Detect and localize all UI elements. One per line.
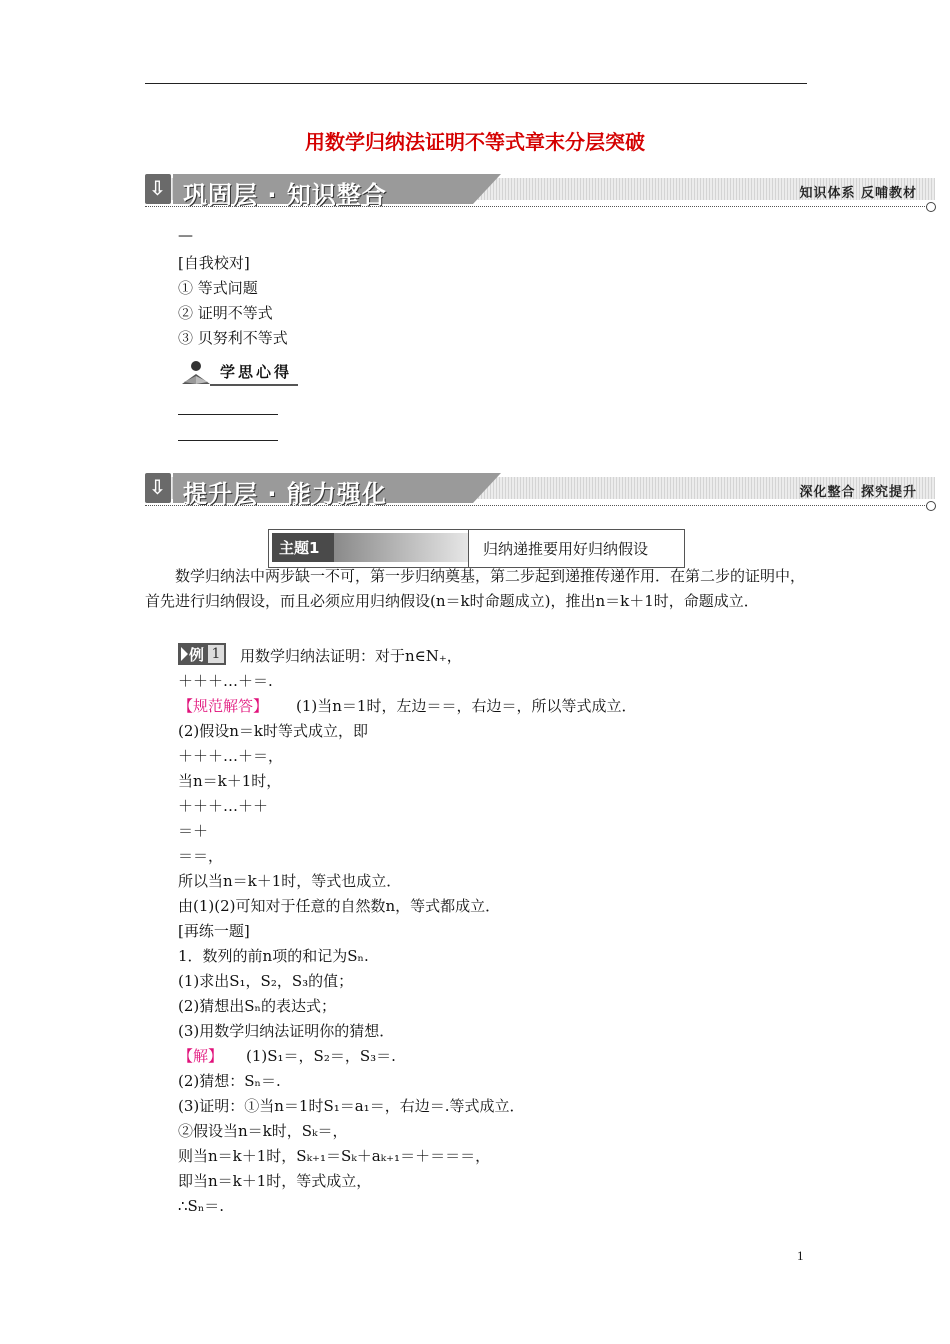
study-notes-badge bbox=[180, 358, 298, 388]
answer-line: (1)当n＝1时，左边＝＝，右边＝，所以等式成立． bbox=[296, 697, 637, 715]
page-title: 用数学归纳法证明不等式章末分层突破 bbox=[305, 130, 645, 154]
answer-line: ＝＝， bbox=[178, 847, 224, 865]
section-banner-consolidate bbox=[145, 174, 935, 210]
answer-line: 当n＝k＋1时， bbox=[178, 772, 282, 790]
example-statement: 用数学归纳法证明：对于n∈N₊， bbox=[240, 647, 462, 665]
self-check-heading: [自我校对] bbox=[178, 254, 250, 272]
section-subtitle: 深化整合 探究提升 bbox=[799, 485, 917, 500]
study-label: 学思心得 bbox=[220, 363, 293, 381]
blank-line bbox=[178, 440, 278, 441]
section-banner-improve bbox=[145, 473, 935, 509]
section-label: 巩固层 · 知识整合 bbox=[183, 181, 387, 209]
answer-line: ＝＋ bbox=[178, 822, 209, 840]
reader-icon bbox=[180, 360, 212, 386]
circle-end-icon bbox=[926, 501, 936, 511]
check-item: ② 证明不等式 bbox=[178, 304, 273, 322]
question-item: (3)用数学归纳法证明你的猜想． bbox=[178, 1022, 395, 1040]
example-line: ＋＋＋…＋＝. bbox=[178, 672, 273, 690]
top-rule bbox=[145, 83, 807, 84]
check-item: ① 等式问题 bbox=[178, 279, 258, 297]
solution-tag: 【解】 bbox=[178, 1047, 224, 1065]
blank-line bbox=[178, 414, 278, 415]
answer-line: ＋＋＋…＋＋ bbox=[178, 797, 269, 815]
down-arrow-icon: ⇩ bbox=[145, 473, 171, 503]
solution-line: (1)S₁＝，S₂＝，S₃＝. bbox=[246, 1047, 396, 1065]
topic-badge: 主题1 bbox=[279, 539, 320, 557]
answer-line: 所以当n＝k＋1时，等式也成立． bbox=[178, 872, 402, 890]
solution-line: (2)猜想：Sₙ＝. bbox=[178, 1072, 281, 1090]
solution-line: 即当n＝k＋1时，等式成立， bbox=[178, 1172, 372, 1190]
answer-line: 由(1)(2)可知对于任意的自然数n，等式都成立． bbox=[178, 897, 501, 915]
answer-tag: 【规范解答】 bbox=[178, 697, 269, 715]
topic-box bbox=[268, 529, 685, 568]
dash: — bbox=[178, 226, 193, 244]
solution-line: ∴Sₙ＝. bbox=[178, 1197, 225, 1215]
question-item: (1)求出S₁，S₂，S₃的值； bbox=[178, 972, 354, 990]
solution-line: 则当n＝k＋1时，Sₖ₊₁＝Sₖ＋aₖ₊₁＝＋＝＝＝， bbox=[178, 1147, 491, 1165]
answer-line: (2)假设n＝k时等式成立，即 bbox=[178, 722, 368, 740]
topic-title: 归纳递推要用好归纳假设 bbox=[483, 540, 649, 558]
solution-line: (3)证明：①当n＝1时S₁＝a₁＝，右边＝.等式成立． bbox=[178, 1097, 525, 1115]
practice-question: 1．数列的前n项的和记为Sₙ. bbox=[178, 947, 369, 965]
example-badge: 例 1 bbox=[178, 643, 226, 665]
page-number: 1 bbox=[797, 1248, 804, 1263]
section-subtitle: 知识体系 反哺教材 bbox=[799, 186, 917, 201]
question-item: (2)猜想出Sₙ的表达式； bbox=[178, 997, 337, 1015]
circle-end-icon bbox=[926, 202, 936, 212]
solution-line: ②假设当n＝k时，Sₖ＝， bbox=[178, 1122, 348, 1140]
down-arrow-icon: ⇩ bbox=[145, 174, 171, 204]
answer-line: ＋＋＋…＋＝， bbox=[178, 747, 284, 765]
practice-heading: [再练一题] bbox=[178, 922, 250, 940]
section-label: 提升层 · 能力强化 bbox=[183, 480, 387, 508]
intro-paragraph: 数学归纳法中两步缺一不可，第一步归纳奠基，第二步起到递推传递作用．在第二步的证明中，首先进行归纳假设，而且必须应用归纳假设(n＝k时命题成立)，推出n＝k＋1时，命题成立． bbox=[145, 567, 806, 610]
check-item: ③ 贝努利不等式 bbox=[178, 329, 288, 347]
